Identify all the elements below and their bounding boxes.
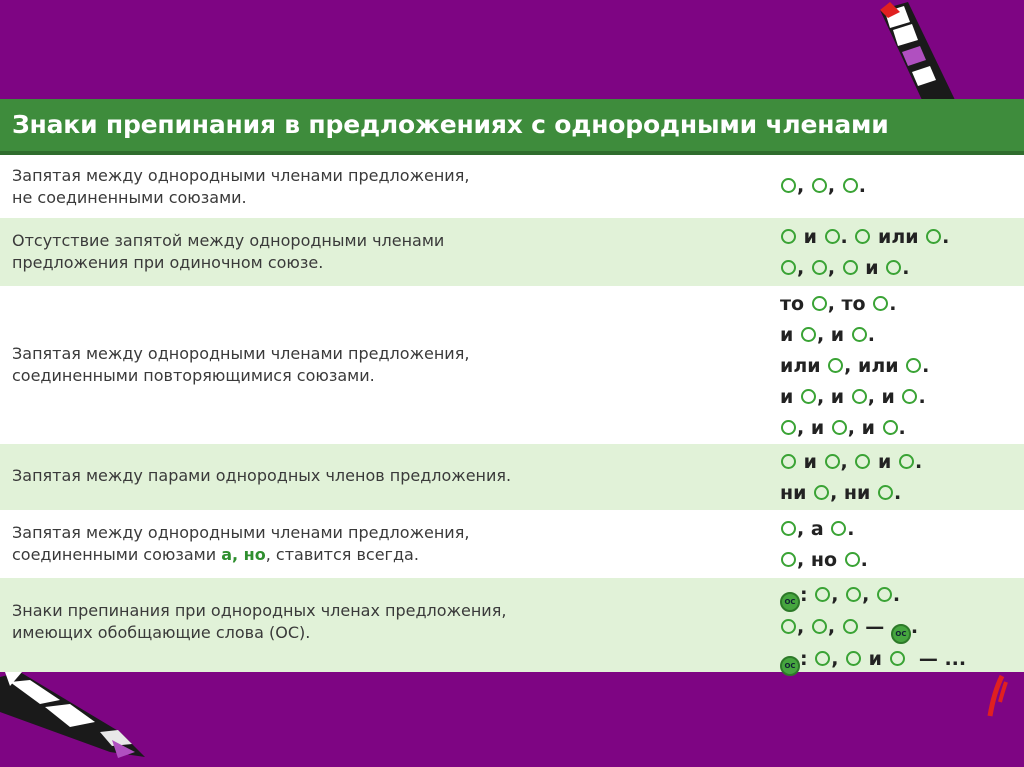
circle-icon <box>843 178 858 193</box>
table-row <box>0 578 1024 672</box>
circle-icon <box>843 619 858 634</box>
page-title: Знаки препинания в предложениях с однородными членами <box>0 99 1024 151</box>
circle-icon <box>832 420 847 435</box>
row-description: Запятая между однородными членами предложения, соединенными повторяющимися союзами. <box>12 344 470 385</box>
row-description: Запятая между однородными членами предложения, не соединенными союзами. <box>12 166 470 207</box>
row-description: Знаки препинания при однородных членах предложения, имеющих обобщающие слова (ОС). <box>12 601 507 642</box>
row-scheme: , , . <box>780 171 866 202</box>
circle-icon <box>845 552 860 567</box>
circle-icon <box>781 178 796 193</box>
circle-icon <box>801 327 816 342</box>
circle-icon <box>815 587 830 602</box>
circle-icon <box>812 619 827 634</box>
generalizing-word-icon: ОС <box>891 624 911 644</box>
row-scheme: и , и . ни , ни . <box>780 451 923 504</box>
pen-top-right-icon <box>860 0 960 100</box>
circle-icon <box>855 229 870 244</box>
circle-icon <box>890 651 905 666</box>
table-row <box>0 510 1024 578</box>
circle-icon <box>814 485 829 500</box>
circle-icon <box>781 454 796 469</box>
circle-icon <box>825 454 840 469</box>
circle-icon <box>781 552 796 567</box>
circle-icon <box>812 178 827 193</box>
circle-icon <box>825 229 840 244</box>
circle-icon <box>899 454 914 469</box>
circle-icon <box>812 296 827 311</box>
circle-icon <box>801 389 816 404</box>
circle-icon <box>883 420 898 435</box>
row-scheme: ОС : , , . , , — ОС . ОС : , и — ... <box>780 580 966 676</box>
circle-icon <box>906 358 921 373</box>
circle-icon <box>886 260 901 275</box>
circle-icon <box>852 389 867 404</box>
circle-icon <box>781 420 796 435</box>
row-description: Запятая между однородными членами предложения, соединенными союзами а, но, ставится всегда. <box>12 523 470 564</box>
circle-icon <box>831 521 846 536</box>
circle-icon <box>846 587 861 602</box>
generalizing-word-icon: ОС <box>780 592 800 612</box>
row-scheme: , а . , но . <box>780 514 868 576</box>
row-description: Отсутствие запятой между однородными членами предложения при одиночном союзе. <box>12 231 445 272</box>
circle-icon <box>852 327 867 342</box>
circle-icon <box>855 454 870 469</box>
row-scheme: то , то . и , и . или , или . и , и , и . , и , и . <box>780 293 930 439</box>
row-description: Запятая между парами однородных членов предложения. <box>12 466 512 485</box>
table-row <box>0 444 1024 510</box>
circle-icon <box>781 619 796 634</box>
circle-icon <box>781 521 796 536</box>
circle-icon <box>812 260 827 275</box>
table-row <box>0 218 1024 286</box>
generalizing-word-icon: ОС <box>780 656 800 676</box>
circle-icon <box>815 651 830 666</box>
circle-icon <box>843 260 858 275</box>
pen-bottom-left-icon <box>0 672 150 767</box>
circle-icon <box>781 229 796 244</box>
circle-icon <box>781 260 796 275</box>
table-row <box>0 155 1024 218</box>
pen-bottom-right-icon <box>972 672 1024 722</box>
circle-icon <box>877 587 892 602</box>
circle-icon <box>846 651 861 666</box>
circle-icon <box>873 296 888 311</box>
circle-icon <box>926 229 941 244</box>
circle-icon <box>828 358 843 373</box>
table-row <box>0 286 1024 444</box>
circle-icon <box>878 485 893 500</box>
row-scheme: и . или . , , и . <box>780 222 949 284</box>
circle-icon <box>902 389 917 404</box>
